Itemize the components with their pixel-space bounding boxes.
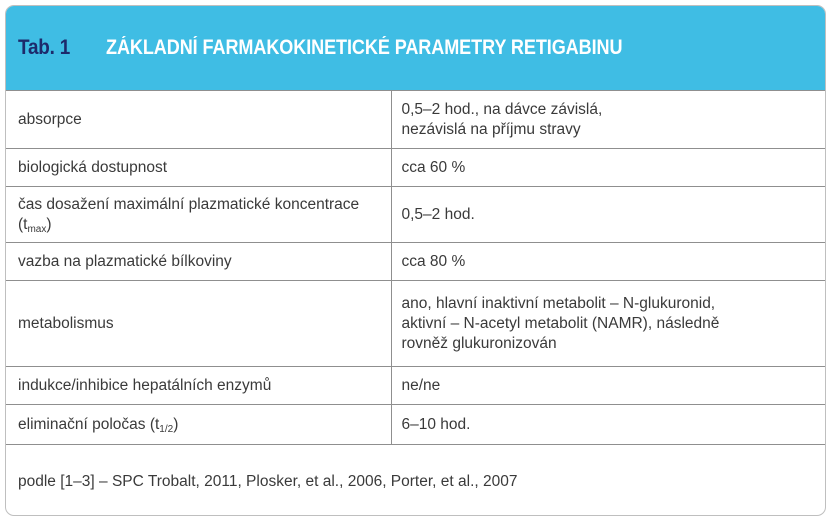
label-text: eliminační poločas (t xyxy=(18,415,160,433)
parameters-table xyxy=(6,91,825,445)
label-text: ) xyxy=(46,215,52,233)
value-line: ano, hlavní inaktivní metabolit – N-glukuronid, xyxy=(401,294,716,312)
table-row xyxy=(6,187,825,243)
row-value: cca 60 % xyxy=(391,149,825,187)
label-subscript: 1/2 xyxy=(159,423,174,435)
pharmacokinetics-table-card xyxy=(5,5,826,516)
row-value xyxy=(391,91,825,149)
table-footnote: podle [1–3] – SPC Trobalt, 2011, Plosker, et al., 2006, Porter, et al., 2007 xyxy=(18,473,518,490)
table-row xyxy=(6,149,825,187)
value-line: nezávislá na příjmu stravy xyxy=(401,120,581,138)
table-row xyxy=(6,91,825,149)
table-row xyxy=(6,367,825,405)
row-value: 6–10 hod. xyxy=(391,405,825,445)
row-label: biologická dostupnost xyxy=(6,149,391,187)
row-value xyxy=(391,281,825,367)
table-title: ZÁKLADNÍ FARMAKOKINETICKÉ PARAMETRY RETIGABINU xyxy=(106,36,623,59)
label-subscript: max xyxy=(27,223,47,235)
row-label xyxy=(6,405,391,445)
table-row xyxy=(6,281,825,367)
label-text: (t xyxy=(18,215,28,233)
label-line xyxy=(18,215,379,235)
row-label xyxy=(6,187,391,243)
table-header xyxy=(6,6,825,91)
value-line: aktivní – N-acetyl metabolit (NAMR), následně xyxy=(401,314,720,332)
table-row xyxy=(6,405,825,445)
row-label: metabolismus xyxy=(6,281,391,367)
row-value: 0,5–2 hod. xyxy=(391,187,825,243)
row-label: vazba na plazmatické bílkoviny xyxy=(6,243,391,281)
row-value: ne/ne xyxy=(391,367,825,405)
label-text: ) xyxy=(173,415,179,433)
row-label: indukce/inhibice hepatálních enzymů xyxy=(6,367,391,405)
value-line: rovněž glukuronizován xyxy=(401,334,557,352)
row-value: cca 80 % xyxy=(391,243,825,281)
value-line: 0,5–2 hod., na dávce závislá, xyxy=(401,100,603,118)
table-row xyxy=(6,243,825,281)
table-number: Tab. 1 xyxy=(18,36,71,59)
row-label: absorpce xyxy=(6,91,391,149)
label-line: čas dosažení maximální plazmatické koncentrace xyxy=(18,195,360,213)
